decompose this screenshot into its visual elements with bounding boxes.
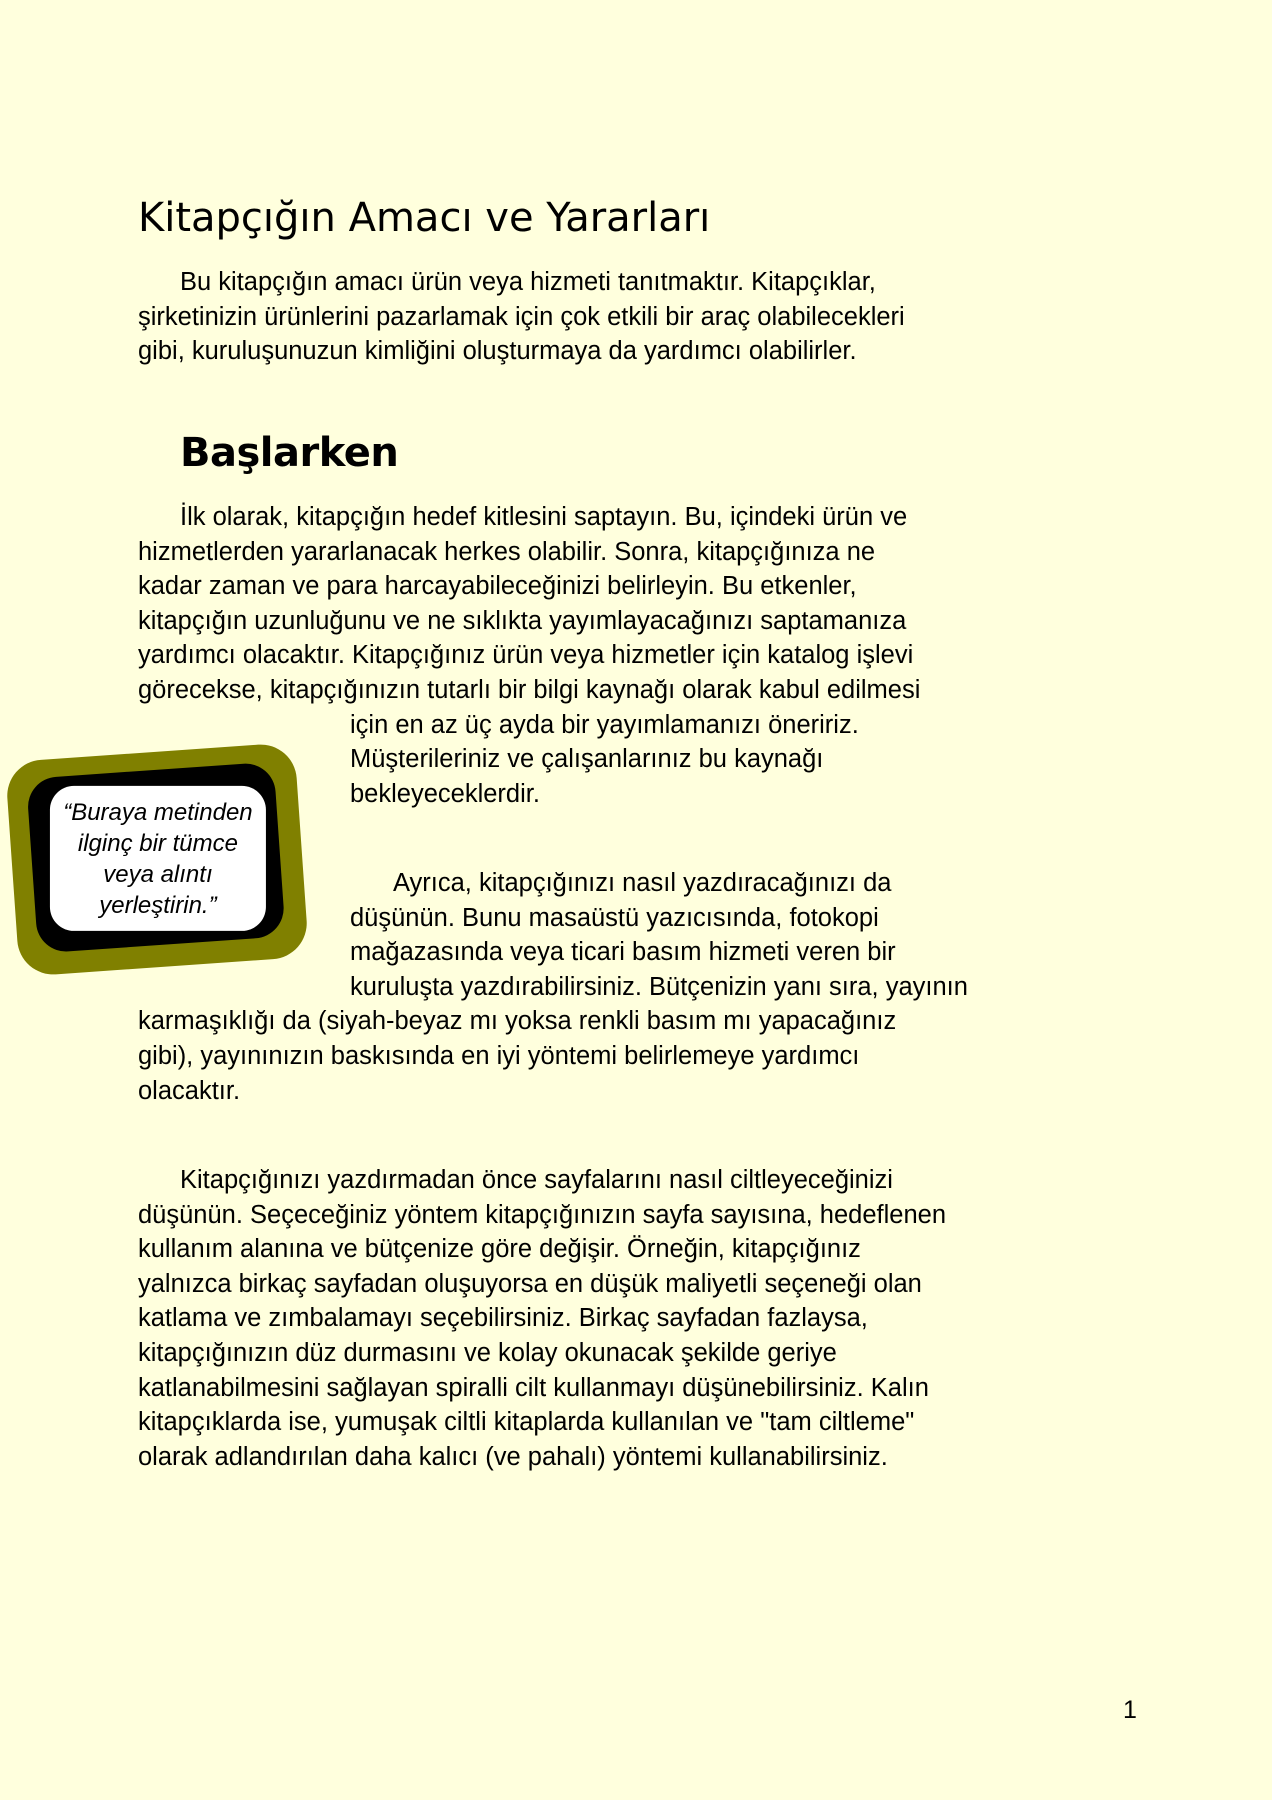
text-line: İlk olarak, kitapçığın hedef kitlesini saptayın. Bu, içindeki ürün ve xyxy=(180,503,908,531)
text-line: olacaktır. xyxy=(138,1076,241,1105)
paragraph-binding xyxy=(0,1163,1272,1474)
text-line: kitapçıklarda ise, yumuşak ciltli kitaplarda kullanılan ve "tam ciltleme" xyxy=(138,1408,915,1437)
text-line: için en az üç ayda bir yayımlamanızı öneririz. xyxy=(350,710,859,739)
text-line: katlanabilmesini sağlayan spiralli cilt kullanmayı düşünebilirsiniz. Kalın xyxy=(138,1373,929,1402)
text-line: Kitapçığınızı yazdırmadan önce sayfalarını nasıl ciltleyeceğinizi xyxy=(180,1166,893,1194)
text-line: katlama ve zımbalamayı seçebilirsiniz. Birkaç sayfadan fazlaysa, xyxy=(138,1304,868,1333)
pull-quote-panel xyxy=(50,786,266,931)
text-line: gibi, kuruluşunuzun kimliğini oluşturmaya da yardımcı olabilirler. xyxy=(138,337,857,366)
heading-getting-started: Başlarken xyxy=(180,430,399,476)
paragraph-intro xyxy=(0,265,1272,369)
heading-purpose: Kitapçığın Amacı ve Yararları xyxy=(138,195,711,241)
text-line: kuruluşta yazdırabilirsiniz. Bütçenizin yanı sıra, yayının xyxy=(350,972,968,1001)
text-line: hizmetlerden yararlanacak herkes olabilir. Sonra, kitapçığınıza ne xyxy=(138,537,876,566)
pull-quote-box xyxy=(5,742,309,977)
text-line: gibi), yayınınızın baskısında en iyi yöntemi belirlemeye yardımcı xyxy=(138,1041,860,1070)
text-line: mağazasında veya ticari basım hizmeti veren bir xyxy=(350,938,896,967)
text-line: kadar zaman ve para harcayabileceğinizi belirleyin. Bu etkenler, xyxy=(138,572,857,601)
text-line: Ayrıca, kitapçığınızı nasıl yazdıracağınızı da xyxy=(393,869,892,897)
text-line: düşünün. Seçeceğiniz yöntem kitapçığınızın sayfa sayısına, hedeflenen xyxy=(138,1200,947,1229)
text-line: olarak adlandırılan daha kalıcı (ve pahalı) yöntemi kullanabilirsiniz. xyxy=(138,1442,888,1471)
pull-quote-text: “Buraya metinden ilginç bir tümce veya alıntı yerleştirin.” xyxy=(63,798,253,919)
text-line: karmaşıklığı da (siyah-beyaz mı yoksa renkli basım mı yapacağınız xyxy=(138,1007,897,1036)
text-line: şirketinizin ürünlerini pazarlamak için çok etkili bir araç olabilecekleri xyxy=(138,302,905,331)
text-line: kitapçığınızın düz durmasını ve kolay okunacak şekilde geriye xyxy=(138,1338,837,1367)
text-line: bekleyeceklerdir. xyxy=(350,779,540,808)
text-line: Bu kitapçığın amacı ürün veya hizmeti tanıtmaktır. Kitapçıklar, xyxy=(180,268,876,296)
text-line: kitapçığın uzunluğunu ve ne sıklıkta yayımlayacağınızı saptamanıza xyxy=(138,606,907,635)
text-line: Müşterileriniz ve çalışanlarınız bu kaynağı xyxy=(350,745,824,774)
text-line: düşünün. Bunu masaüstü yazıcısında, fotokopi xyxy=(350,903,879,932)
text-line: görecekse, kitapçığınızın tutarlı bir bilgi kaynağı olarak kabul edilmesi xyxy=(138,675,921,704)
text-line: yalnızca birkaç sayfadan oluşuyorsa en düşük maliyetli seçeneği olan xyxy=(138,1269,922,1298)
text-line: yardımcı olacaktır. Kitapçığınız ürün veya hizmetler için katalog işlevi xyxy=(138,641,914,670)
page-number: 1 xyxy=(1123,1696,1137,1724)
text-line: kullanım alanına ve bütçenize göre değişir. Örneğin, kitapçığınız xyxy=(138,1235,861,1264)
